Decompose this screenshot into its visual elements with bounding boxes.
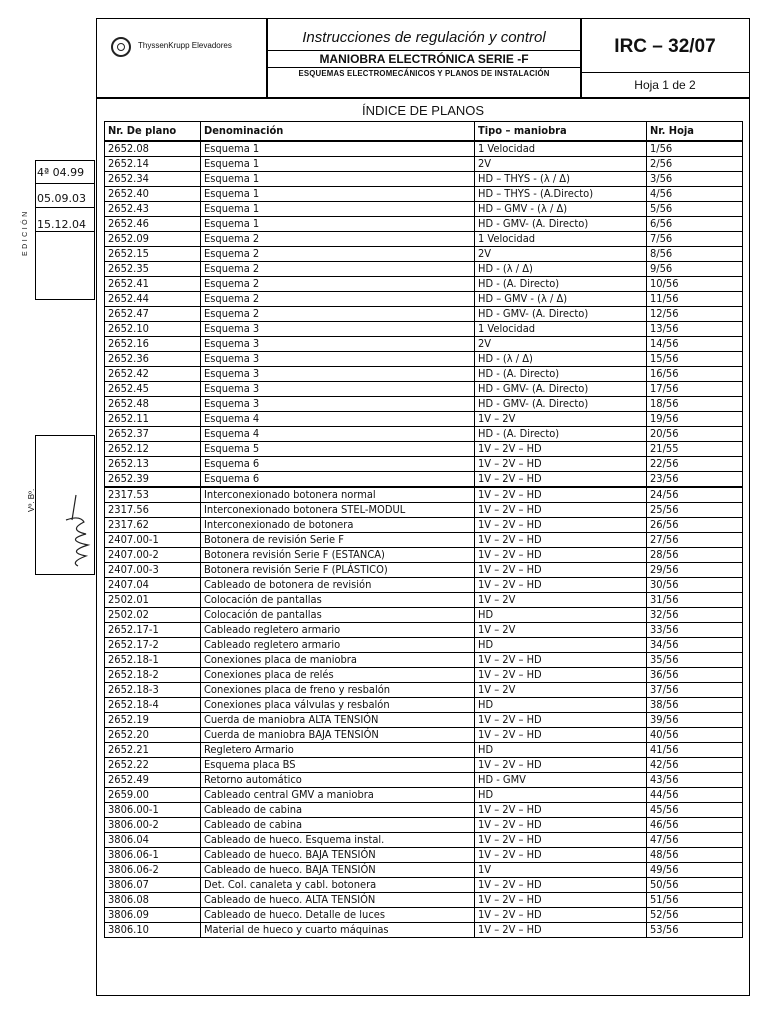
table-row — [105, 216, 743, 231]
name-cell: Colocación de pantallas — [201, 592, 475, 607]
plan-number-cell: 2652.10 — [105, 321, 201, 336]
name-cell: Esquema 2 — [201, 276, 475, 291]
signature-mark — [58, 490, 94, 570]
name-cell: Botonera revisión Serie F (ESTANCA) — [201, 547, 475, 562]
header-bottom-line — [96, 97, 750, 99]
plan-number-cell: 2652.17-1 — [105, 622, 201, 637]
name-cell: Cuerda de maniobra ALTA TENSIÓN — [201, 712, 475, 727]
type-cell: 1V – 2V – HD — [475, 502, 647, 517]
plan-number-cell: 2652.45 — [105, 381, 201, 396]
sheet-cell: 47/56 — [647, 832, 743, 847]
type-cell: 1V – 2V — [475, 592, 647, 607]
table-row — [105, 186, 743, 201]
name-cell: Esquema 3 — [201, 336, 475, 351]
name-cell: Botonera revisión Serie F (PLÁSTICO) — [201, 562, 475, 577]
table-row — [105, 577, 743, 592]
plan-number-cell: 2652.17-2 — [105, 637, 201, 652]
sheet-cell: 33/56 — [647, 622, 743, 637]
sheet-cell: 4/56 — [647, 186, 743, 201]
type-cell: 1V – 2V – HD — [475, 907, 647, 922]
type-cell: 1V – 2V – HD — [475, 441, 647, 456]
sheet-cell: 1/56 — [647, 141, 743, 157]
name-cell: Esquema 1 — [201, 141, 475, 157]
sheet-cell: 22/56 — [647, 456, 743, 471]
plan-number-cell: 2659.00 — [105, 787, 201, 802]
name-cell: Interconexionado de botonera — [201, 517, 475, 532]
name-cell: Esquema 4 — [201, 426, 475, 441]
name-cell: Regletero Armario — [201, 742, 475, 757]
name-cell: Esquema 2 — [201, 261, 475, 276]
name-cell: Cableado regletero armario — [201, 637, 475, 652]
type-cell: 1V – 2V — [475, 622, 647, 637]
plan-number-cell: 3806.07 — [105, 877, 201, 892]
type-cell: HD — [475, 787, 647, 802]
sheet-cell: 30/56 — [647, 577, 743, 592]
sheet-number: Hoja 1 de 2 — [634, 78, 696, 92]
sheet-cell: 11/56 — [647, 291, 743, 306]
plan-number-cell: 2652.20 — [105, 727, 201, 742]
header-divider-5 — [266, 67, 580, 68]
type-cell: HD - (A. Directo) — [475, 426, 647, 441]
type-cell: 1 Velocidad — [475, 141, 647, 157]
approval-label: Vº. Bº. — [27, 488, 36, 512]
plan-number-cell: 3806.00-2 — [105, 817, 201, 832]
table-row — [105, 922, 743, 937]
sheet-cell: 21/55 — [647, 441, 743, 456]
plan-number-cell: 2652.15 — [105, 246, 201, 261]
type-cell: HD – GMV - (λ / Δ) — [475, 201, 647, 216]
sheet-cell: 36/56 — [647, 667, 743, 682]
plan-number-cell: 2652.18-2 — [105, 667, 201, 682]
edition-row-divider — [35, 231, 95, 232]
table-row — [105, 321, 743, 336]
name-cell: Esquema 1 — [201, 216, 475, 231]
plan-number-cell: 2652.18-3 — [105, 682, 201, 697]
sheet-cell: 41/56 — [647, 742, 743, 757]
type-cell: 1V – 2V – HD — [475, 817, 647, 832]
table-row — [105, 907, 743, 922]
name-cell: Cableado de hueco. BAJA TENSIÓN — [201, 847, 475, 862]
table-row — [105, 231, 743, 246]
sheet-cell: 13/56 — [647, 321, 743, 336]
type-cell: 1V – 2V – HD — [475, 877, 647, 892]
type-cell: 1V – 2V – HD — [475, 471, 647, 487]
table-row — [105, 471, 743, 487]
sheet-cell: 50/56 — [647, 877, 743, 892]
table-row — [105, 336, 743, 351]
plan-number-cell: 2652.36 — [105, 351, 201, 366]
type-cell: 1 Velocidad — [475, 321, 647, 336]
table-row — [105, 817, 743, 832]
type-cell: HD — [475, 742, 647, 757]
sheet-cell: 10/56 — [647, 276, 743, 291]
type-cell: 1V – 2V – HD — [475, 547, 647, 562]
type-cell: 1V – 2V – HD — [475, 562, 647, 577]
sheet-cell: 28/56 — [647, 547, 743, 562]
plan-number-cell: 2407.00-3 — [105, 562, 201, 577]
table-row — [105, 562, 743, 577]
plan-number-cell: 2652.47 — [105, 306, 201, 321]
type-cell: 2V — [475, 246, 647, 261]
name-cell: Cableado de botonera de revisión — [201, 577, 475, 592]
table-row — [105, 652, 743, 667]
name-cell: Cableado central GMV a maniobra — [201, 787, 475, 802]
sheet-cell: 42/56 — [647, 757, 743, 772]
table-row — [105, 441, 743, 456]
plan-number-cell: 2652.18-4 — [105, 697, 201, 712]
table-header-row — [105, 122, 743, 141]
table-row — [105, 381, 743, 396]
plan-number-cell: 3806.10 — [105, 922, 201, 937]
type-cell: HD — [475, 607, 647, 622]
document-subtitle-secondary: ESQUEMAS ELECTROMECÁNICOS Y PLANOS DE INSTALACIÓN — [298, 69, 550, 78]
table-row — [105, 772, 743, 787]
name-cell: Colocación de pantallas — [201, 607, 475, 622]
sheet-cell: 44/56 — [647, 787, 743, 802]
type-cell: 1V – 2V — [475, 411, 647, 426]
type-cell: HD - (λ / Δ) — [475, 261, 647, 276]
table-row — [105, 787, 743, 802]
table-row — [105, 276, 743, 291]
type-cell: 1V – 2V – HD — [475, 727, 647, 742]
name-cell: Cableado de cabina — [201, 817, 475, 832]
plan-number-cell: 2652.21 — [105, 742, 201, 757]
type-cell: HD – GMV - (λ / Δ) — [475, 291, 647, 306]
sheet-cell: 9/56 — [647, 261, 743, 276]
sheet-cell: 16/56 — [647, 366, 743, 381]
sheet-cell: 43/56 — [647, 772, 743, 787]
sheet-cell: 35/56 — [647, 652, 743, 667]
plan-number-cell: 2652.44 — [105, 291, 201, 306]
type-cell: 1V – 2V – HD — [475, 667, 647, 682]
plan-number-cell: 2407.04 — [105, 577, 201, 592]
brand-name: ThyssenKrupp Elevadores — [138, 41, 232, 50]
edition-row-divider — [35, 183, 95, 184]
column-header-type: Tipo – maniobra — [475, 122, 647, 141]
sheet-cell: 49/56 — [647, 862, 743, 877]
plan-number-cell: 2652.11 — [105, 411, 201, 426]
plan-number-cell: 2652.42 — [105, 366, 201, 381]
table-row — [105, 622, 743, 637]
name-cell: Esquema 6 — [201, 456, 475, 471]
name-cell: Cableado de hueco. Detalle de luces — [201, 907, 475, 922]
sheet-cell: 27/56 — [647, 532, 743, 547]
name-cell: Esquema 1 — [201, 201, 475, 216]
table-row — [105, 351, 743, 366]
type-cell: 1V – 2V – HD — [475, 456, 647, 471]
table-row — [105, 592, 743, 607]
table-row — [105, 667, 743, 682]
sheet-cell: 19/56 — [647, 411, 743, 426]
table-row — [105, 201, 743, 216]
type-cell: 1V – 2V – HD — [475, 652, 647, 667]
table-row — [105, 832, 743, 847]
type-cell: HD - GMV- (A. Directo) — [475, 381, 647, 396]
name-cell: Esquema 5 — [201, 441, 475, 456]
sheet-cell: 14/56 — [647, 336, 743, 351]
document-code: IRC – 32/07 — [614, 36, 716, 57]
sheet-cell: 31/56 — [647, 592, 743, 607]
edition-date-1: 4ª 04.99 — [37, 166, 85, 179]
sheet-cell: 2/56 — [647, 156, 743, 171]
table-row — [105, 892, 743, 907]
type-cell: 1V – 2V – HD — [475, 712, 647, 727]
sheet-cell: 53/56 — [647, 922, 743, 937]
sheet-cell: 34/56 — [647, 637, 743, 652]
plan-number-cell: 2652.37 — [105, 426, 201, 441]
sheet-cell: 25/56 — [647, 502, 743, 517]
plan-number-cell: 2652.49 — [105, 772, 201, 787]
type-cell: 1V – 2V – HD — [475, 487, 647, 503]
document-title: Instrucciones de regulación y control — [302, 29, 546, 46]
sheet-cell: 46/56 — [647, 817, 743, 832]
table-row — [105, 246, 743, 261]
plan-number-cell: 3806.06-1 — [105, 847, 201, 862]
plan-number-cell: 2502.02 — [105, 607, 201, 622]
plans-index-table — [104, 121, 743, 938]
table-row — [105, 862, 743, 877]
plan-number-cell: 2652.39 — [105, 471, 201, 487]
sheet-cell: 26/56 — [647, 517, 743, 532]
name-cell: Esquema 1 — [201, 186, 475, 201]
name-cell: Cableado de hueco. BAJA TENSIÓN — [201, 862, 475, 877]
name-cell: Esquema 2 — [201, 246, 475, 261]
plan-number-cell: 2652.19 — [105, 712, 201, 727]
sheet-cell: 18/56 — [647, 396, 743, 411]
sheet-cell: 17/56 — [647, 381, 743, 396]
type-cell: 1 Velocidad — [475, 231, 647, 246]
table-row — [105, 141, 743, 157]
edition-date-2: 05.09.03 — [37, 192, 86, 205]
name-cell: Esquema 2 — [201, 231, 475, 246]
sheet-cell: 51/56 — [647, 892, 743, 907]
table-row — [105, 291, 743, 306]
type-cell: 1V — [475, 862, 647, 877]
name-cell: Esquema 1 — [201, 171, 475, 186]
type-cell: HD – THYS - (A.Directo) — [475, 186, 647, 201]
plan-number-cell: 2317.53 — [105, 487, 201, 503]
type-cell: HD — [475, 697, 647, 712]
name-cell: Esquema 2 — [201, 306, 475, 321]
sheet-cell: 45/56 — [647, 802, 743, 817]
plan-number-cell: 3806.09 — [105, 907, 201, 922]
table-row — [105, 727, 743, 742]
name-cell: Conexiones placa válvulas y resbalón — [201, 697, 475, 712]
type-cell: 1V – 2V – HD — [475, 847, 647, 862]
type-cell: 1V – 2V – HD — [475, 517, 647, 532]
sheet-cell: 6/56 — [647, 216, 743, 231]
plan-number-cell: 2317.56 — [105, 502, 201, 517]
table-row — [105, 411, 743, 426]
name-cell: Cableado regletero armario — [201, 622, 475, 637]
table-row — [105, 456, 743, 471]
table-row — [105, 366, 743, 381]
type-cell: HD - (λ / Δ) — [475, 351, 647, 366]
sheet-cell: 32/56 — [647, 607, 743, 622]
edition-row-divider — [35, 207, 95, 208]
table-row — [105, 156, 743, 171]
type-cell: 1V – 2V – HD — [475, 922, 647, 937]
type-cell: HD - GMV- (A. Directo) — [475, 216, 647, 231]
plan-number-cell: 2652.46 — [105, 216, 201, 231]
sheet-cell: 3/56 — [647, 171, 743, 186]
table-row — [105, 487, 743, 503]
table-row — [105, 847, 743, 862]
sheet-cell: 12/56 — [647, 306, 743, 321]
type-cell: HD - GMV — [475, 772, 647, 787]
sheet-cell: 20/56 — [647, 426, 743, 441]
type-cell: 1V – 2V – HD — [475, 757, 647, 772]
name-cell: Cableado de cabina — [201, 802, 475, 817]
table-row — [105, 502, 743, 517]
name-cell: Esquema 3 — [201, 381, 475, 396]
table-row — [105, 517, 743, 532]
name-cell: Cableado de hueco. ALTA TENSIÓN — [201, 892, 475, 907]
plan-number-cell: 2407.00-1 — [105, 532, 201, 547]
plan-number-cell: 2652.22 — [105, 757, 201, 772]
name-cell: Esquema 3 — [201, 366, 475, 381]
table-row — [105, 877, 743, 892]
plan-number-cell: 2652.12 — [105, 441, 201, 456]
table-row — [105, 742, 743, 757]
table-row — [105, 547, 743, 562]
name-cell: Esquema 2 — [201, 291, 475, 306]
table-row — [105, 426, 743, 441]
type-cell: HD - (A. Directo) — [475, 366, 647, 381]
plan-number-cell: 3806.04 — [105, 832, 201, 847]
edition-date-3: 15.12.04 — [37, 218, 86, 231]
type-cell: 1V – 2V – HD — [475, 802, 647, 817]
sheet-cell: 29/56 — [647, 562, 743, 577]
table-row — [105, 682, 743, 697]
plan-number-cell: 2652.48 — [105, 396, 201, 411]
sheet-cell: 24/56 — [647, 487, 743, 503]
type-cell: HD – THYS - (λ / Δ) — [475, 171, 647, 186]
type-cell: 1V – 2V — [475, 682, 647, 697]
sheet-cell: 52/56 — [647, 907, 743, 922]
table-row — [105, 802, 743, 817]
sheet-cell: 40/56 — [647, 727, 743, 742]
column-header-name: Denominación — [201, 122, 475, 141]
plan-number-cell: 2652.34 — [105, 171, 201, 186]
type-cell: HD - GMV- (A. Directo) — [475, 306, 647, 321]
plan-number-cell: 2652.09 — [105, 231, 201, 246]
name-cell: Det. Col. canaleta y cabl. botonera — [201, 877, 475, 892]
table-row — [105, 396, 743, 411]
plan-number-cell: 2502.01 — [105, 592, 201, 607]
plan-number-cell: 2652.16 — [105, 336, 201, 351]
header-divider-4 — [266, 50, 580, 51]
plan-number-cell: 2652.40 — [105, 186, 201, 201]
name-cell: Esquema 3 — [201, 396, 475, 411]
table-row — [105, 697, 743, 712]
sheet-cell: 15/56 — [647, 351, 743, 366]
table-body — [105, 141, 743, 938]
table-row — [105, 261, 743, 276]
table-row — [105, 171, 743, 186]
name-cell: Esquema 6 — [201, 471, 475, 487]
header-divider-3 — [580, 72, 750, 73]
name-cell: Conexiones placa de maniobra — [201, 652, 475, 667]
type-cell: 2V — [475, 336, 647, 351]
sheet-cell: 5/56 — [647, 201, 743, 216]
sheet-cell: 7/56 — [647, 231, 743, 246]
sheet-cell: 23/56 — [647, 471, 743, 487]
type-cell: HD - GMV- (A. Directo) — [475, 396, 647, 411]
column-header-sheet: Nr. Hoja — [647, 122, 743, 141]
name-cell: Esquema 3 — [201, 321, 475, 336]
name-cell: Cuerda de maniobra BAJA TENSIÓN — [201, 727, 475, 742]
plan-number-cell: 3806.06-2 — [105, 862, 201, 877]
plan-number-cell: 3806.00-1 — [105, 802, 201, 817]
table-row — [105, 712, 743, 727]
sheet-cell: 8/56 — [647, 246, 743, 261]
table-row — [105, 607, 743, 622]
plan-number-cell: 2652.41 — [105, 276, 201, 291]
brand-logo-icon — [111, 37, 131, 57]
type-cell: HD — [475, 637, 647, 652]
plan-number-cell: 2652.08 — [105, 141, 201, 157]
name-cell: Esquema 4 — [201, 411, 475, 426]
type-cell: 1V – 2V – HD — [475, 532, 647, 547]
sheet-cell: 38/56 — [647, 697, 743, 712]
plan-number-cell: 2652.18-1 — [105, 652, 201, 667]
name-cell: Esquema placa BS — [201, 757, 475, 772]
name-cell: Retorno automático — [201, 772, 475, 787]
name-cell: Conexiones placa de relés — [201, 667, 475, 682]
plan-number-cell: 2407.00-2 — [105, 547, 201, 562]
plan-number-cell: 2652.43 — [105, 201, 201, 216]
sheet-cell: 37/56 — [647, 682, 743, 697]
table-row — [105, 757, 743, 772]
name-cell: Interconexionado botonera normal — [201, 487, 475, 503]
column-header-plan-number: Nr. De plano — [105, 122, 201, 141]
type-cell: 2V — [475, 156, 647, 171]
type-cell: 1V – 2V – HD — [475, 832, 647, 847]
table-row — [105, 532, 743, 547]
plan-number-cell: 2652.13 — [105, 456, 201, 471]
sheet-cell: 48/56 — [647, 847, 743, 862]
name-cell: Botonera de revisión Serie F — [201, 532, 475, 547]
index-title: ÍNDICE DE PLANOS — [361, 103, 485, 118]
type-cell: 1V – 2V – HD — [475, 892, 647, 907]
table-row — [105, 637, 743, 652]
name-cell: Interconexionado botonera STEL-MODUL — [201, 502, 475, 517]
table-row — [105, 306, 743, 321]
name-cell: Esquema 1 — [201, 156, 475, 171]
edition-label: EDICIÓN — [22, 209, 29, 256]
document-subtitle: MANIOBRA ELECTRÓNICA SERIE -F — [319, 52, 529, 66]
name-cell: Conexiones placa de freno y resbalón — [201, 682, 475, 697]
name-cell: Cableado de hueco. Esquema instal. — [201, 832, 475, 847]
sheet-cell: 39/56 — [647, 712, 743, 727]
plan-number-cell: 3806.08 — [105, 892, 201, 907]
type-cell: 1V – 2V – HD — [475, 577, 647, 592]
name-cell: Material de hueco y cuarto máquinas — [201, 922, 475, 937]
plan-number-cell: 2317.62 — [105, 517, 201, 532]
plan-number-cell: 2652.14 — [105, 156, 201, 171]
name-cell: Esquema 3 — [201, 351, 475, 366]
plan-number-cell: 2652.35 — [105, 261, 201, 276]
type-cell: HD - (A. Directo) — [475, 276, 647, 291]
